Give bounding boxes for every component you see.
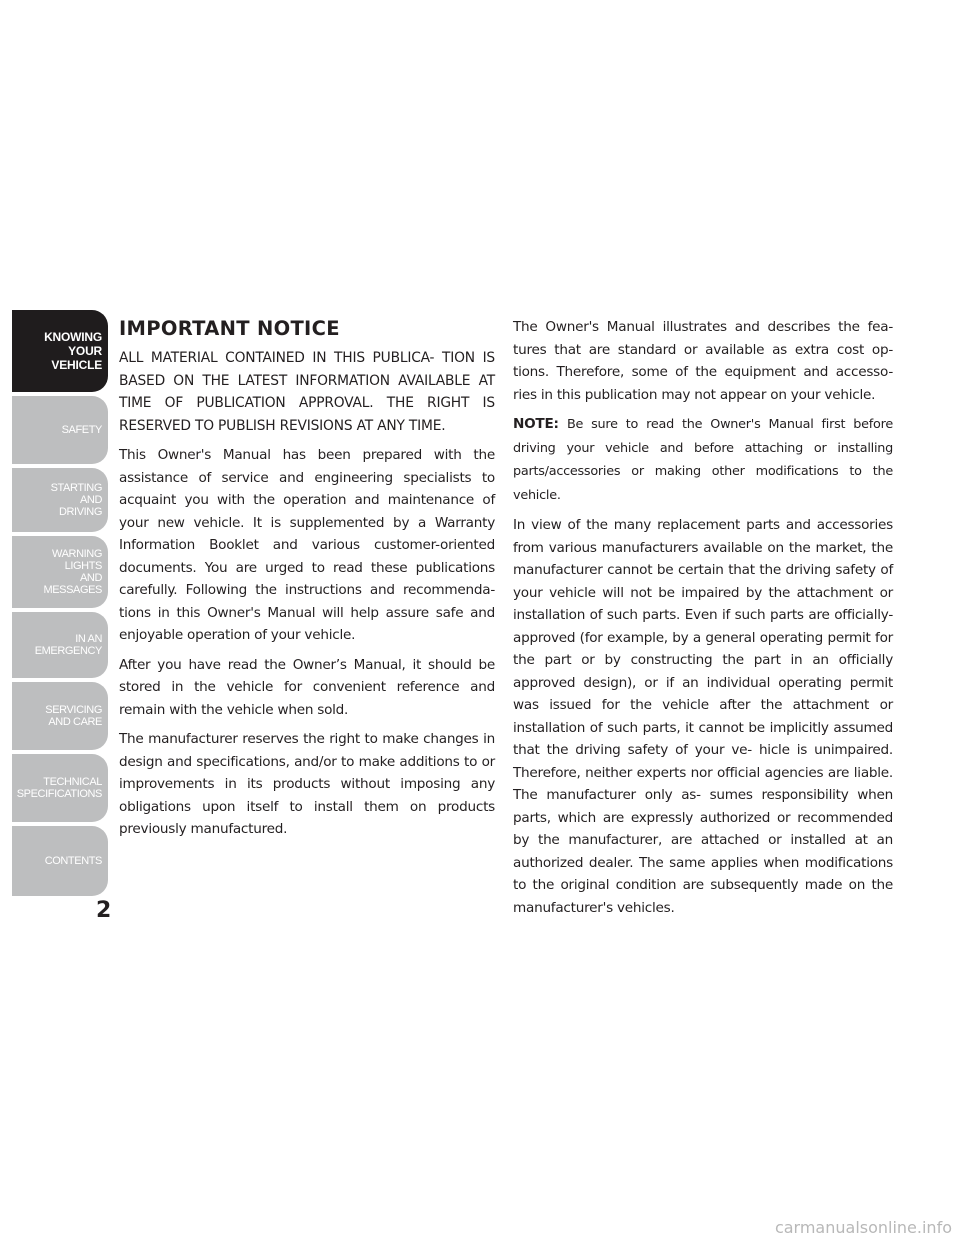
body-paragraph: The Owner's Manual illustrates and describes the fea- tures that are standard or available as extra cost op- tions. Therefore, some of the equipment and accesso- ries in this publication may not appear on your vehicle. [513, 319, 893, 403]
tab-in-an-emergency[interactable]: IN AN EMERGENCY [12, 612, 108, 678]
section-title: IMPORTANT NOTICE [119, 317, 340, 340]
watermark: carmanualsonline.info [774, 1218, 952, 1237]
note-text: Be sure to read the Owner's Manual first before driving your vehicle and before attaching or installing parts/accessories or making other modifications to the vehicle. [513, 417, 893, 503]
tab-starting-and-driving[interactable]: STARTING AND DRIVING [12, 468, 108, 532]
notice-paragraph: ALL MATERIAL CONTAINED IN THIS PUBLICA- TION IS BASED ON THE LATEST INFORMATION AVAILABLE AT TIME OF PUBLICATION APPROVAL. THE RIGHT IS RESERVED TO PUBLISH REVISIONS AT ANY TIME. [119, 350, 495, 434]
note-label: NOTE: [513, 416, 559, 432]
tab-warning-lights-and-messages[interactable]: WARNING LIGHTS AND MESSAGES [12, 536, 108, 608]
left-column [119, 316, 495, 848]
tab-servicing-and-care[interactable]: SERVICING AND CARE [12, 682, 108, 750]
tab-technical-specifications[interactable]: TECHNICAL SPECIFICATIONS [12, 754, 108, 822]
body-paragraph: In view of the many replacement parts and accessories from various manufacturers available on the market, the manufacturer cannot be certain that the driving safety of your vehicle will not be impaired by the attachment or installation of such parts. Even if such parts are officially-approved (for example, by a general operating permit for the part or by constructing the part in an officially approved design), or if an individual operating permit was issued for the vehicle after the attachment or installation of such parts, it cannot be implicitly assumed that the driving safety of your ve- hicle is unimpaired. Therefore, neither experts nor official agencies are liable. The manufacturer only as- sumes responsibility when parts, which are expressly authorized or recommended by the manufacturer, are attached or installed at an authorized dealer. The same applies when modifications to the original condition are subsequently made on the manufacturer's vehicles. [513, 517, 893, 916]
body-paragraph: This Owner's Manual has been prepared with the assistance of service and engineering specialists to acquaint you with the operation and maintenance of your new vehicle. It is supplemented by a Warranty Information Booklet and various customer-oriented documents. You are urged to read these publications carefully. Following the instructions and recommenda- tions in this Owner's Manual will help assure safe and enjoyable operation of your vehicle. [119, 447, 495, 643]
page-number: 2 [96, 898, 112, 923]
tab-safety[interactable]: SAFETY [12, 396, 108, 464]
right-column [513, 316, 893, 926]
note-paragraph [513, 413, 893, 507]
tab-contents[interactable]: CONTENTS [12, 826, 108, 896]
body-paragraph: After you have read the Owner’s Manual, it should be stored in the vehicle for convenient reference and remain with the vehicle when sold. [119, 656, 495, 718]
tab-knowing-your-vehicle[interactable]: KNOWING YOUR VEHICLE [12, 310, 108, 392]
body-paragraph: The manufacturer reserves the right to make changes in design and specifications, and/or to make additions to or improvements in its products without imposing any obligations upon itself to install them on products previously manufactured. [119, 731, 495, 837]
